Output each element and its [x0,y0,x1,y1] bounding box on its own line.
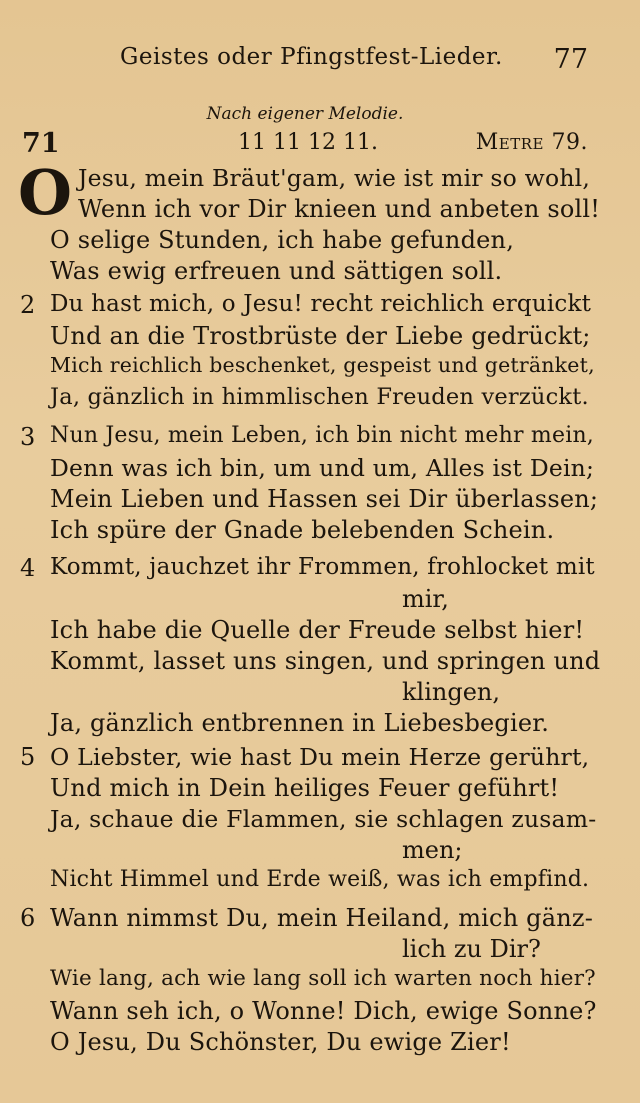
verse-line: Wann nimmst Du, mein Heiland, mich gänz- [50,904,594,932]
verse-line: Ich habe die Quelle der Freude selbst hier! [50,616,585,644]
verse-line: O Jesu, Du Schönster, Du ewige Zier! [50,1028,511,1056]
page-number: 77 [553,44,588,75]
verse-line: Jesu, mein Bräut'gam, wie ist mir so wohl, [78,164,591,192]
verse-line: Und an die Trostbrüste der Liebe gedrückt; [50,322,591,350]
verse-number: 5 [20,743,36,771]
verse-line: Denn was ich bin, um und um, Alles ist Dein; [50,454,595,482]
verse-number: 6 [20,904,36,932]
verse-number: 3 [20,423,36,451]
verse-line: Wann seh ich, o Wonne! Dich, ewige Sonne? [50,997,597,1025]
verse-line-turnover: klingen, [402,678,501,706]
verse-line: Du hast mich, o Jesu! recht reichlich erquickt [50,291,592,317]
verse-line-turnover: lich zu Dir? [402,935,541,963]
verse-line: Ja, gänzlich entbrennen in Liebesbegier. [50,709,550,737]
verse-line: Nun Jesu, mein Leben, ich bin nicht mehr mein, [50,423,594,448]
running-head [0,44,640,84]
verse-line: Nicht Himmel und Erde weiß, was ich empfind. [50,867,590,892]
verse-line: O Liebster, wie hast Du mein Herze gerührt, [50,743,590,771]
verse-line-turnover: mir, [402,585,449,613]
tune-note: Nach eigener Melodie. [206,104,404,124]
verse-line: Ich spüre der Gnade belebenden Schein. [50,516,555,544]
verse-number: 4 [20,554,36,582]
hymn-heading [0,128,640,160]
verse-line: Kommt, lasset uns singen, und springen und [50,647,601,675]
verse-line: Kommt, jauchzet ihr Frommen, frohlocket mit [50,554,595,580]
verse-line: Mein Lieben und Hassen sei Dir überlassen; [50,485,599,513]
verse-line: Was ewig erfreuen und sättigen soll. [50,257,503,285]
drop-cap: O [18,156,73,229]
hymn-number: 71 [22,128,60,159]
verse-line: O selige Stunden, ich habe gefunden, [50,226,515,254]
verse-line: Mich reichlich beschenket, gespeist und getränket, [50,353,595,377]
verse-number: 2 [20,291,36,319]
running-title: Geistes oder Pfingstfest-Lieder. [120,44,503,70]
verse-line: Wie lang, ach wie lang soll ich warten noch hier? [50,966,596,991]
meter-name: Metre 79. [475,130,588,155]
verse-line-turnover: men; [402,836,463,864]
verse-line: Ja, schaue die Flammen, sie schlagen zusam- [50,805,597,833]
verse-line: Und mich in Dein heiliges Feuer geführt! [50,774,560,802]
verse-line: Ja, gänzlich in himmlischen Freuden verzückt. [50,384,589,410]
meter-syllables: 11 11 12 11. [238,130,378,155]
verse-line: Wenn ich vor Dir knieen und anbeten soll! [78,195,601,223]
